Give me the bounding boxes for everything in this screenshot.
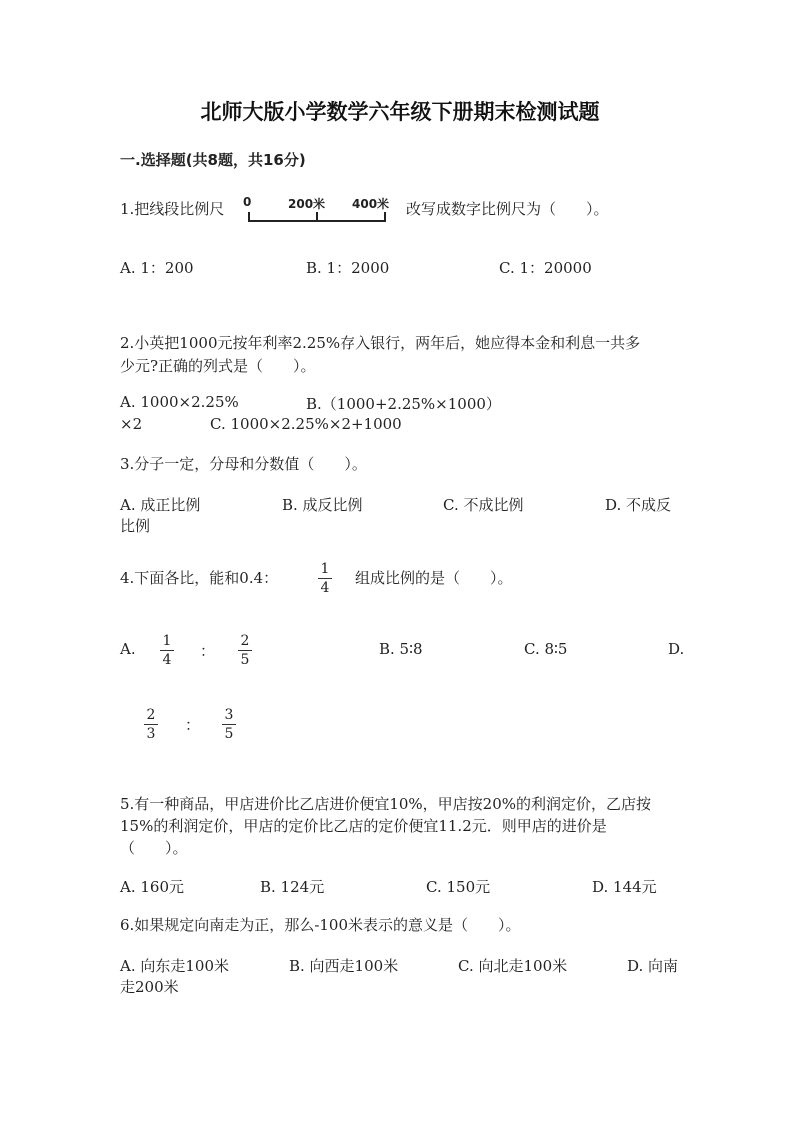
q1-option-b[interactable]: B. 1：2000 [306, 259, 390, 277]
fraction-denominator: 4 [320, 580, 330, 596]
ratio-colon: ： [200, 642, 216, 660]
q6-option-c[interactable]: C. 向北走100米 [458, 957, 568, 975]
fraction-numerator: 2 [146, 707, 156, 723]
scale-label-0: 0 [243, 195, 252, 209]
q4-option-b[interactable]: B. 5∶8 [379, 640, 423, 658]
q4-text-after: 组成比例的是（ ）。 [355, 569, 513, 587]
q3-option-a[interactable]: A. 成正比例 [120, 496, 201, 514]
fraction-numerator: 2 [240, 633, 250, 649]
fraction-denominator: 5 [224, 726, 234, 742]
q5-option-a[interactable]: A. 160元 [120, 878, 184, 896]
fraction-denominator: 5 [240, 652, 250, 668]
fraction [238, 634, 252, 667]
page-title: 北师大版小学数学六年级下册期末检测试题 [200, 100, 600, 124]
q2-line-1: 2.小英把1000元按年利率2.25%存入银行，两年后，她应得本金和利息一共多 [120, 334, 641, 352]
ratio-colon: ： [185, 716, 201, 734]
scale-tick [316, 212, 318, 220]
q3-option-d-cont: 比例 [120, 517, 151, 535]
fraction-numerator: 1 [162, 633, 172, 649]
q6-option-a[interactable]: A. 向东走100米 [120, 957, 229, 975]
q1-option-a[interactable]: A. 1：200 [120, 259, 194, 277]
q6-option-d[interactable]: D. 向南 [627, 957, 679, 975]
q4-text-before: 4.下面各比，能和0.4： [120, 569, 279, 587]
section-heading: 一.选择题(共8题，共16分) [120, 151, 306, 169]
fraction-denominator: 3 [146, 726, 156, 742]
q6-option-d-cont: 走200米 [120, 978, 179, 996]
fraction-numerator: 3 [224, 707, 234, 723]
scale-tick [248, 212, 250, 220]
fraction [318, 562, 332, 595]
q4-option-d-label[interactable]: D. [668, 640, 685, 658]
q5-line-2: 15%的利润定价，甲店的定价比乙店的定价便宜11.2元．则甲店的进价是 [120, 817, 607, 835]
q5-option-c[interactable]: C. 150元 [426, 878, 491, 896]
fraction-numerator: 1 [320, 561, 330, 577]
q1-text-after: 改写成数字比例尺为（ ）。 [406, 200, 609, 218]
line-segment-scale [240, 192, 400, 232]
q2-line-2: 少元?正确的列式是（ ）。 [120, 357, 316, 375]
scale-label-400: 400米 [352, 197, 390, 211]
scale-line [248, 220, 386, 222]
fraction [222, 708, 236, 741]
fraction [144, 708, 158, 741]
fraction [160, 634, 174, 667]
q5-line-3: （ ）。 [120, 839, 188, 857]
q5-option-d[interactable]: D. 144元 [592, 878, 657, 896]
q2-option-a[interactable]: A. 1000×2.25% [120, 393, 239, 411]
q1-option-c[interactable]: C. 1：20000 [499, 259, 592, 277]
q4-option-a-label[interactable]: A. [120, 640, 136, 658]
q5-option-b[interactable]: B. 124元 [260, 878, 325, 896]
q2-option-b-cont: ×2 [120, 415, 143, 433]
q3-option-d[interactable]: D. 不成反 [605, 496, 672, 514]
q2-option-b[interactable]: B.（1000+2.25%×1000） [306, 395, 501, 413]
q1-text-before: 1.把线段比例尺 [120, 200, 225, 218]
q3-option-c[interactable]: C. 不成比例 [443, 496, 524, 514]
q3-option-b[interactable]: B. 成反比例 [282, 496, 363, 514]
q3-text: 3.分子一定，分母和分数值（ ）。 [120, 455, 367, 473]
q6-option-b[interactable]: B. 向西走100米 [289, 957, 399, 975]
scale-label-200: 200米 [288, 197, 326, 211]
scale-tick [384, 212, 386, 220]
q6-text: 6.如果规定向南走为正，那么-100米表示的意义是（ ）。 [120, 916, 521, 934]
q4-option-c[interactable]: C. 8∶5 [524, 640, 568, 658]
q5-line-1: 5.有一种商品，甲店进价比乙店进价便宜10%，甲店按20%的利润定价，乙店按 [120, 795, 651, 813]
q2-option-c[interactable]: C. 1000×2.25%×2+1000 [210, 415, 402, 433]
fraction-denominator: 4 [162, 652, 172, 668]
